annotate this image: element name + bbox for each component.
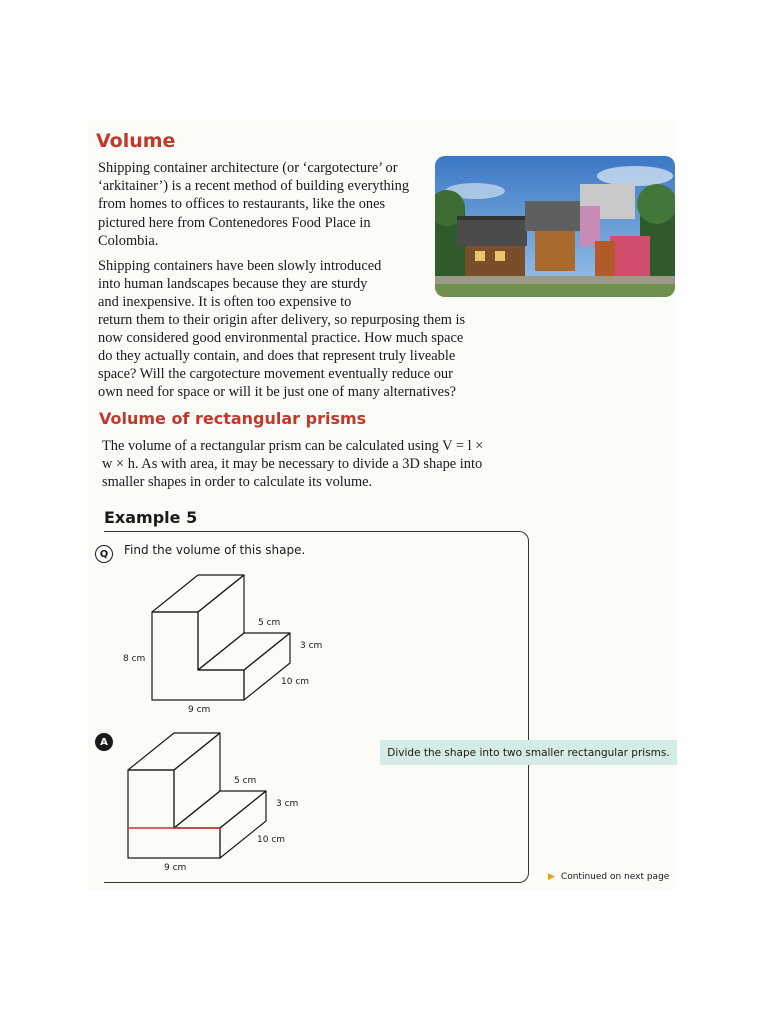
subsection-line-1: The volume of a rectangular prism can be calculated using V = l × [102,438,484,454]
a-label-depth: 10 cm [257,835,286,845]
subsection-line-3: smaller shapes in order to calculate its volume. [102,474,373,490]
intro-paragraph: Shipping container architecture (or ‘cargotecture’ or ‘arkitainer’) is a recent method of building everything from homes to offices to restaurants, like the ones pictured here from Contenedores Food Place in Colombia. [98,160,410,249]
para2-line-8: own need for space or will it be just one of many alternatives? [98,384,457,400]
para2-line-2: into human landscapes because they are sturdy [98,276,368,292]
subsection-title: Volume of rectangular prisms [99,409,367,428]
arrow-right-icon: ▶ [548,872,555,882]
q-label-depth: 10 cm [281,677,310,687]
q-label-top-width: 5 cm [258,618,281,628]
continued-text: Continued on next page [560,872,670,882]
q-label-height: 8 cm [123,654,146,664]
answer-badge: A [95,733,113,751]
para2-line-1: Shipping containers have been slowly introduced [98,258,382,274]
para2-line-4: return them to their origin after delivery, so repurposing them is [98,312,466,328]
question-text: Find the volume of this shape. [124,543,306,557]
a-label-step-height: 3 cm [276,799,299,809]
q-label-step-height: 3 cm [300,641,323,651]
container-building-photo [435,156,675,297]
hint-box: Divide the shape into two smaller rectangular prisms. [380,740,677,765]
answer-diagram [120,728,320,878]
continued-note [548,872,669,882]
para2-line-3: and inexpensive. It is often too expensive to [98,294,352,310]
question-diagram [110,565,340,720]
para2-line-6: do they actually contain, and does that represent truly liveable [98,348,456,364]
q-label-length: 9 cm [188,705,211,715]
para2-line-7: space? Will the cargotecture movement eventually reduce our [98,366,453,382]
para2-line-5: now considered good environmental practice. How much space [98,330,464,346]
subsection-line-2: w × h. As with area, it may be necessary to divide a 3D shape into [102,456,483,472]
section-title: Volume [96,130,176,152]
question-badge: Q [95,545,113,563]
a-label-top-width: 5 cm [234,776,257,786]
example-title: Example 5 [104,508,198,527]
a-label-length: 9 cm [164,863,187,873]
